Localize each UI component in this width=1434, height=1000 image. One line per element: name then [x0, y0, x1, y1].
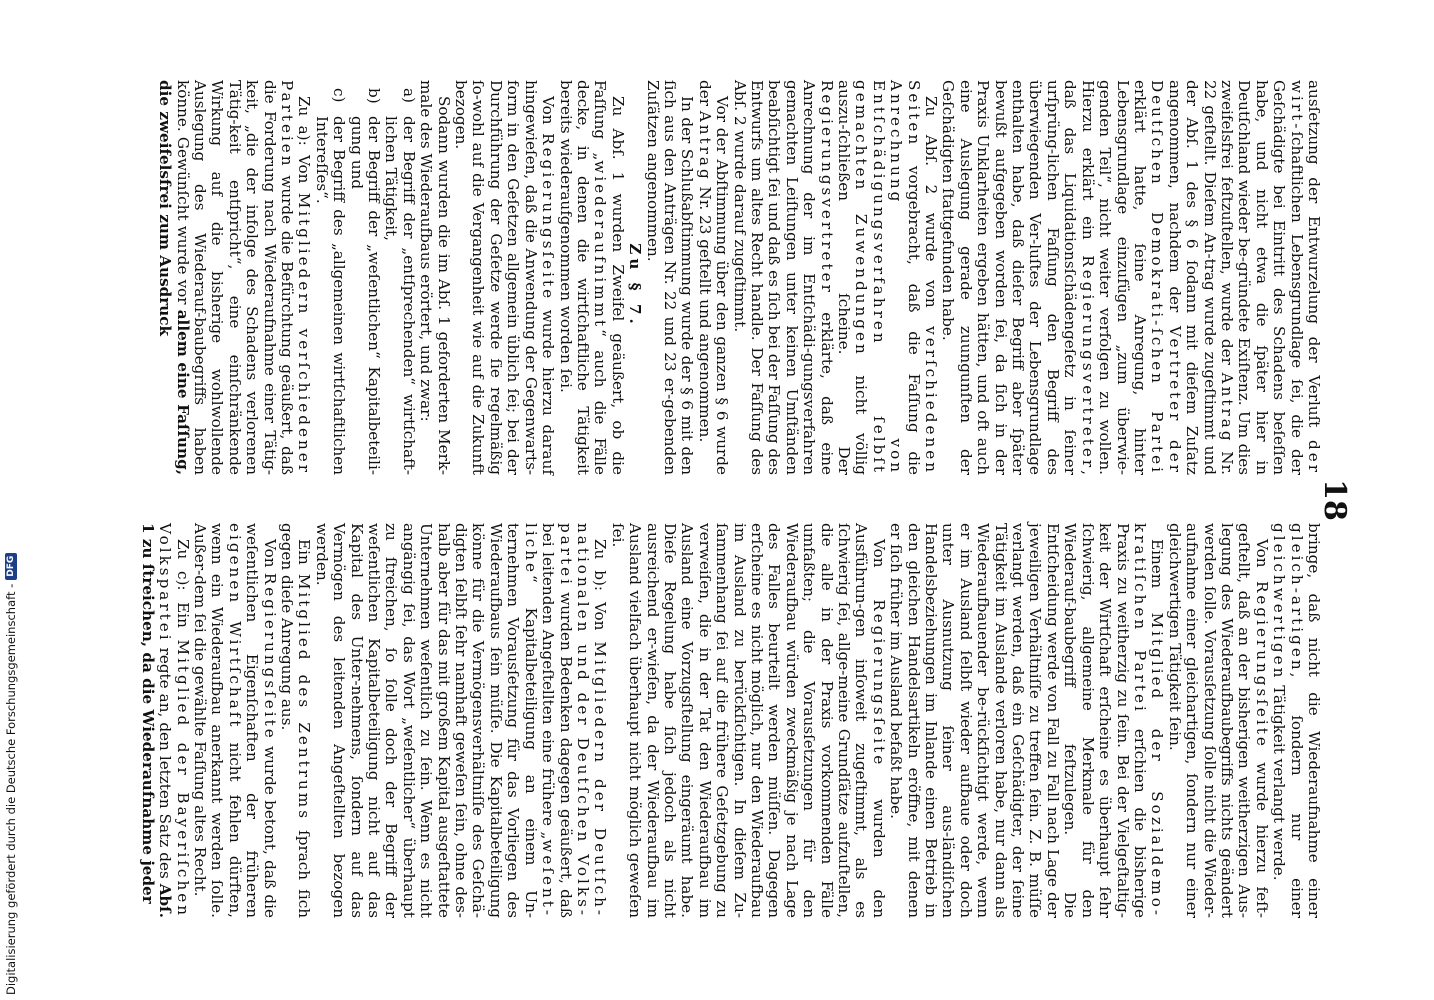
section-heading: Zu § 7. — [626, 243, 645, 328]
emphasized-text: Regierungsſeite — [869, 599, 888, 768]
paragraph — [556, 80, 626, 475]
list-item-text: der Begriff des „allgemeinen wirtſchaftlichen Intereſſes“. — [312, 116, 349, 475]
digitization-footer — [4, 553, 18, 995]
paragraph — [1270, 523, 1322, 918]
text-run: Vor der Abſtimmung über den ganzen § 6 wurde der — [695, 80, 732, 475]
text-run: Von — [869, 539, 888, 600]
footer-text: Digitalisierung gefördert durch die Deutsche Forschungsgemeinschaft - — [4, 583, 18, 995]
text-run: In der Schlußabſtimmung wurde der § 6 mit den ſich aus den Anträgen Nr. 22 und 23 er-gebenden Zuſätzen angenommen. — [643, 80, 697, 475]
text-run: erklärt hatte, ſeine Anregung, hinter Lebensgrundlage einzufügen „zum überwie-genden Teil“, nicht weiter verfolgen zu wollen. Hierzu erklärt ein — [1078, 80, 1149, 475]
list-item-text: der Begriff der „entſprechenden“ wirtſchaft-lichen Tätigkeit, — [382, 116, 418, 475]
emphasized-text: Regierungsvertreter — [1078, 255, 1097, 471]
paragraph — [417, 80, 452, 475]
bold-text: Abſ. 1 zu ſtreichen, da die Wiederaufnahme jeder — [138, 523, 175, 918]
emphasized-text: Regierungsvertreter — [817, 80, 836, 295]
emphasized-text: Antrag — [1217, 372, 1236, 444]
text-run: Zu Abſ. 2 wurde von — [922, 96, 941, 327]
text-run: , daß das Liquidationsſchädengeſetz in ſeiner urſprüng-lichen Faſſung den Begriff des überwiegenden Ver-luſtes der Lebensgrundlage enthalten habe, daß dieſer Begriff aber ſpäter bewußt aufgegeben worden ſei, da ſich in der Praxis Unklarheiten ergeben hätten, und oft auch eine Auslegung gerade zuungunſten der Geſchädigten ſtattgefunden habe. — [939, 80, 1097, 475]
text-run: wurde betont, daß die weſentlichen Eigenſchaften der früheren — [243, 523, 279, 918]
emphasized-text: Mitglied der Bayeriſchen Volkspartei — [156, 523, 192, 918]
paragraph — [643, 80, 695, 475]
bold-text: allem eine Faſſung, die zweifelsfrei zum Ausdruck — [156, 80, 192, 475]
text-run: Ein — [295, 539, 314, 574]
list-item-label: c) — [330, 88, 349, 103]
text-run: Nr. 22 geſtellt. Dieſem An-trag wurde zugeſtimmt und der Abſ. 1 des § 6 ſodann mit dieſem Zuſatz angenommen, nachdem der — [1165, 80, 1236, 475]
paragraph — [156, 80, 313, 475]
emphasized-text: Regierungsſeite — [1252, 580, 1271, 749]
list-item-label: a) — [399, 88, 418, 103]
paragraph — [312, 523, 608, 918]
emphasized-text: Mitgliedern der Deutſch-nationalen und der Deutſchen Volks-partei — [556, 523, 610, 918]
list-item — [347, 80, 382, 475]
list-item — [312, 80, 347, 475]
paragraph — [730, 80, 939, 475]
emphasized-text: der wirt- — [1287, 80, 1323, 475]
text-run: nicht völlig auszu-ſchließen ſcheine. Der — [835, 80, 871, 475]
emphasized-text: weſent-liche — [521, 523, 558, 918]
paragraph — [1165, 523, 1269, 918]
emphasized-text: Vertreter der Deutſchen Demokrati-ſchen Partei — [1148, 80, 1184, 476]
text-run: wurde hierzu darauf hingewieſen, daß die Anwendung der Gegenwarts-form in den Geſetzen allgemein üblich ſei; bei der Durchführung der Geſetze werde ſie regelmäßig ſo-wohl auf die Vergangenheit wie auf die Zukunft bezogen. — [452, 80, 558, 475]
text-run: Einem — [1148, 539, 1167, 613]
text-run: ausſetzung der Entwurzelung der Verluſt — [1305, 80, 1323, 441]
emphasized-text: Antrag — [695, 110, 714, 182]
text-run: regte an, den letzten Satz des — [156, 642, 175, 884]
page-number: 18 — [1317, 479, 1352, 521]
text-run: wurden Bedenken dagegen geäußert, daß bei leitenden Angeſtellten eine frühere „ — [539, 523, 575, 918]
text-run: wurde hierzu feſt-geſtellt, daß an der bisherigen weitherzigen Aus-legung des Wiederaufbaubegriffs nichts geändert werden ſolle. Vorausſetzung ſolle nicht die Wieder-aufnahme einer gleichartigen, ſondern nur einer gleichwertigen Tätigkeit ſein. — [1165, 523, 1271, 919]
paragraph — [695, 80, 730, 475]
emphasized-text: Regierungsſeite — [260, 572, 279, 741]
paragraph — [278, 523, 313, 918]
text-run: erſchien die bisherige Praxis zu weitherzig zu ſein. Bei der Vielgeſtaltig-keit der Wirtſchaft erſcheine es überhaupt ſehr ſchwierig, allgemeine Merkmale für den Wiederauf-baubegriff feſtzulegen. Die Entſcheidung werde von Fall zu Fall nach Lage der jeweiligen Verhältniſſe zu treffen ſein. Z. B. müſſe verlangt werden, daß ein Geſchädigter, der ſeine Tätigkeit im Auslande verloren habe, nur dann als Wiederaufbauender be-rückſichtigt werde, wenn er im Ausland ſelbſt wieder aufbaue oder doch unter Ausnutzung ſeiner aus-ländiſchen Handelsbeziehungen im Inlande einen Betrieb in den gleichen Handelsartikeln eröffne, mit denen er ſich früher im Ausland befaßt habe. — [887, 523, 1149, 918]
text-run: Von — [539, 96, 558, 134]
paragraph — [939, 80, 1322, 475]
emphasized-text: Anrechnung von Entſchädigungsverfahren ſelbſt gemachten Zuwendungen — [852, 80, 906, 475]
text-run: wurden den Ausführun-gen inſoweit zugeſtimmt, als es ſchwierig ſei, allge-meine Grundſätze aufzuſtellen, die alle in der Praxis vorkommenden Fälle umfaßten; die Vorausſetzungen für den Wiederaufbau würden zweckmäßig je nach Lage des Falles beurteilt werden müſſen. Dagegen erſcheine es nicht möglich, nur den Wiederaufbau im Ausland zu berückſichtigen. In dieſem Zu-ſammenhang ſei auf die frühere Geſetzgebung zu verweiſen, die in der Tat den Wiederaufbau im Ausland eine Vorzugsſtellung eingeräumt habe. Dieſe Regelung habe ſich jedoch als nicht ausreichend er-wieſen, da der Wiederaufbau im Ausland vielfach überhaupt nicht möglich geweſen ſei. — [608, 523, 888, 918]
paragraph — [191, 523, 278, 918]
text-run: Zu b): Von — [591, 539, 610, 642]
paragraph — [452, 80, 556, 475]
dfg-logo: DFG — [5, 553, 17, 580]
emphasized-text: Mitglied der Sozialdemo-kratiſchen Partei — [1130, 523, 1167, 918]
emphasized-text: eigenen Wirtſchaft — [225, 523, 244, 730]
paragraph — [138, 523, 190, 918]
list-item-label: b) — [365, 88, 384, 104]
text-run: bringe, daß nicht die Wiederaufnahme einer — [1305, 523, 1323, 918]
text-run: Von — [260, 539, 279, 573]
text-run: Zu a): Von — [295, 96, 314, 193]
text-run: “ Kapitalbeteiligung an einem Un-ternehmen Vorausſetzung für das Vorliegen des Wiederaufbaus ſein müſſe. Die Kapitalbeteiligung könne für die Vermögensverhältniſſe des Geſchä-digten ſelbſt ſehr namhaft geweſen ſein, ohne des-halb aber für das mit großem Kapital ausgeſtattete Unternehmen weſentlich zu ſein. Wenn es nicht angängig ſei, das Wort „weſentlicher“ überhaupt zu ſtreichen, ſo ſolle doch der Begriff der weſentlichen Kapitalbeteiligung nicht auf das Kapital des Unter-nehmens, ſondern auf das Vermögen des leitenden Angeſtellten bezogen werden. — [312, 523, 540, 918]
emphasized-text: gleich-artigen — [1287, 523, 1306, 673]
text-run: Tätigkeit verlangt werde. — [1270, 680, 1289, 881]
text-run: wurde die Befürchtung geäußert, daß die Forderung nach Wiederaufnahme einer Tätig-keit, „die der infolge des Schadens verlorenen Tätig-keit entſpricht“, eine einſchränkende Wirkung auf die bisherige wohlwollende Auslegung des Wiederauf-baubegriffs haben könne. Gewünſcht wurde vor — [173, 80, 297, 475]
emphasized-text: Mitgliedern verſchiedener Parteien — [278, 80, 314, 475]
text-run: Von — [1252, 539, 1271, 581]
paragraph — [887, 523, 1166, 918]
text-run: nicht fehlen dürften, wenn ein Wiederaufbau anerkannt werden ſolle. Außer-dem ſei die gewählte Faſſung altes Recht. — [191, 523, 244, 918]
text-run: “ auch die Fälle decke, in denen die wirtſchaftliche Tätigkeit bereits wiederaufgenommen worden ſei. — [556, 80, 610, 475]
list-item — [382, 80, 417, 475]
text-run: Nr. 23 geſtellt und angenommen. — [695, 181, 714, 443]
text-column-right — [138, 523, 1323, 919]
emphasized-text: wiederaufnimmt — [591, 160, 610, 330]
text-run: , ſondern nur einer — [1287, 672, 1306, 918]
text-run: erklärte, daß eine Anrechnung der im Entſchädi-gungsverfahren gemachten Leiſtungen unter keinen Umſtänden beabſichtigt ſei und daß es ſich bei der Faſſung des Entwurfs um altes Recht handle. Der Faſſung des Abſ. 2 wurde darauf zugeſtimmt. — [730, 80, 836, 475]
emphasized-text: gleichwertigen — [1270, 523, 1289, 681]
text-run: Zu Abſ. 1 wurden Zweifel geäußert, ob die Faſſung „ — [591, 80, 627, 475]
emphasized-text: Mitglied des Zentrums — [295, 573, 314, 821]
text-run: Sodann wurden die im Abſ. 1 geforderten Merk-male des Wiederaufbaus erörtert, und zwar: — [417, 80, 453, 475]
emphasized-text: verſchiedenen Seiten — [904, 80, 941, 475]
paragraph — [608, 523, 887, 918]
text-run: ſprach ſich gegen dieſe Anregung aus. — [278, 523, 314, 918]
text-run: vorgebracht, daß die Faſſung die — [904, 147, 923, 475]
list-item-text: der Begriff der „weſentlichen“ Kapitalbeteili-gung und — [347, 116, 384, 475]
text-run: Zu c): Ein — [173, 539, 192, 640]
emphasized-text: Regierungsſeite — [539, 133, 558, 302]
text-column-left — [156, 80, 1323, 476]
text-run: ſchaftlichen Lebensgrundlage ſei, die der Geſchädigte bei Eintritt des Schadens beſeſſen habe, und nicht etwa die ſpäter hier in Deutſchland wieder be-gründete Exiſtenz. Um dies zweifelsfrei feſtzuſtellen, wurde der — [1217, 80, 1306, 475]
